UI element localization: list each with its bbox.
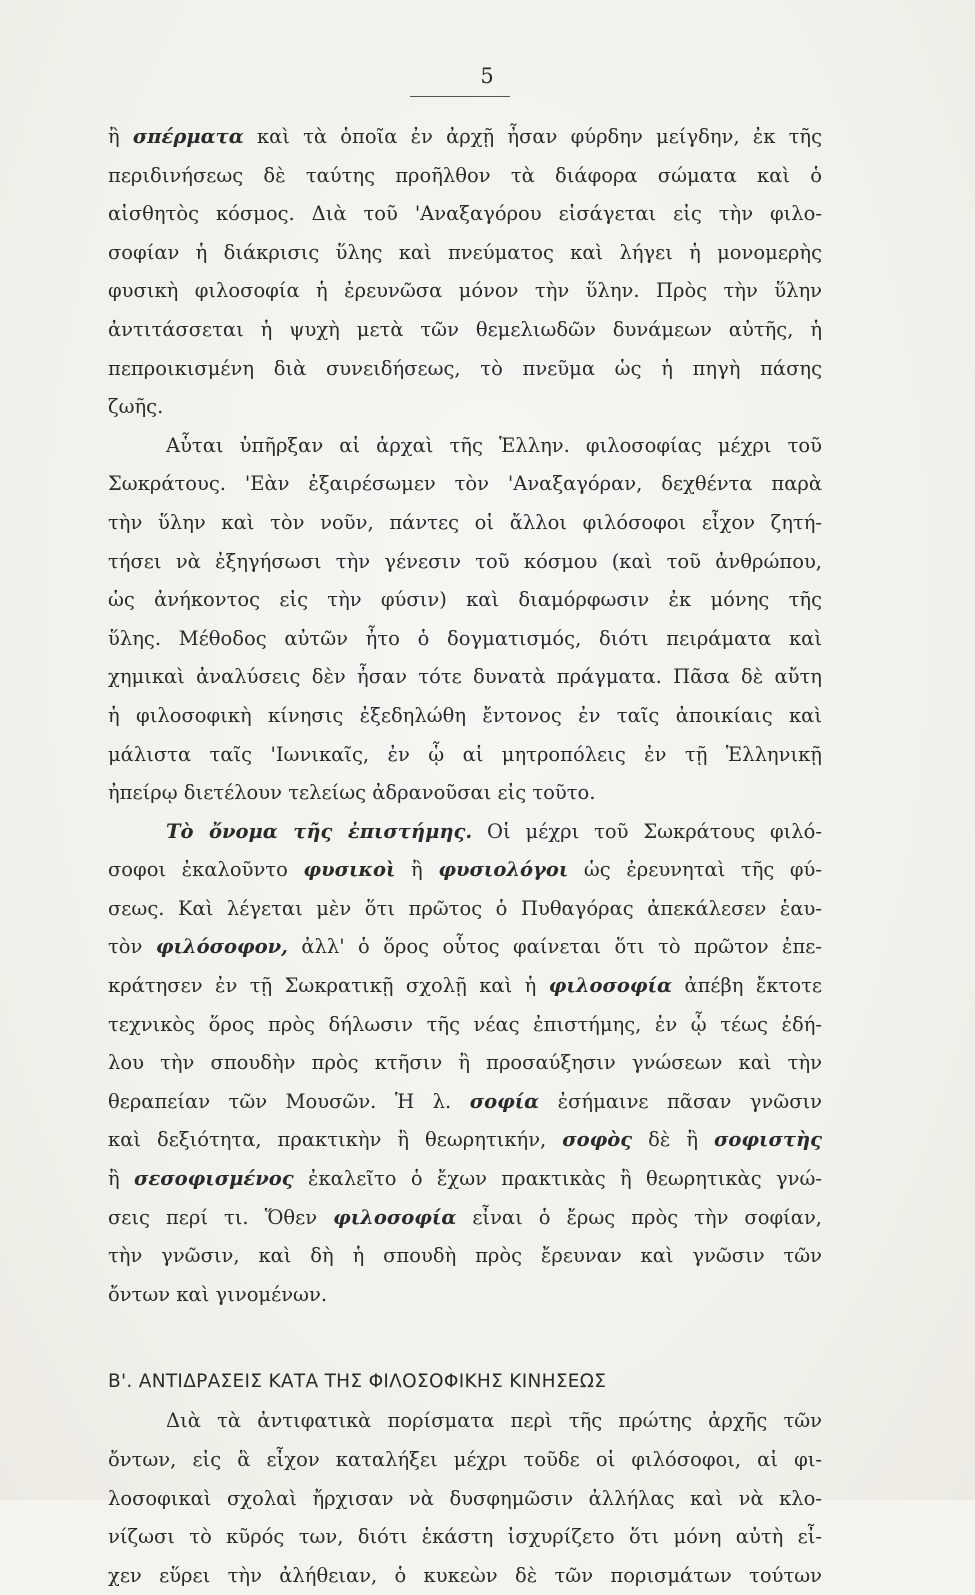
text-line: [108, 697, 822, 736]
text-line: [108, 1402, 822, 1441]
text-run: ὕλης. Μέθοδος αὐτῶν ἦτο ὁ δογματισμός, διότι πειράματα καὶ: [108, 626, 822, 650]
emphasized-term: Τὸ ὄνομα τῆς ἐπιστήμης.: [166, 819, 473, 843]
text-run: θεραπείαν τῶν Μουσῶν. Ἡ λ.: [108, 1089, 470, 1113]
emphasized-term: φιλοσοφία: [548, 974, 673, 998]
text-run: λου τὴν σπουδὴν πρὸς κτῆσιν ἢ προσαύξησιν γνώσεων καὶ τὴν: [108, 1051, 822, 1075]
text-run: ζωῆς.: [108, 395, 164, 419]
text-line: [108, 813, 822, 852]
text-run: περιδινήσεως δὲ ταύτης προῆλθον τὰ διάφορα σώματα καὶ ὁ: [108, 163, 822, 187]
text-line: [108, 658, 822, 697]
text-run: Οἱ μέχρι τοῦ Σωκράτους φιλό-: [472, 819, 822, 843]
text-run: ἢ: [395, 858, 439, 882]
text-line: [108, 543, 822, 582]
text-run: ἢ: [108, 1167, 135, 1191]
paragraph-3: [108, 813, 822, 1315]
text-line: [108, 1083, 822, 1122]
text-run: πεπροικισμένη διὰ συνειδήσεως, τὸ πνεῦμα ὡς ἡ πηγὴ πάσης: [108, 356, 822, 380]
text-line: [108, 1121, 822, 1160]
emphasized-term: σεσοφισμένος: [134, 1167, 294, 1191]
page-number: 5: [480, 64, 495, 88]
text-line: [108, 851, 822, 890]
text-run: χημικαὶ ἀναλύσεις δὲν ἦσαν τότε δυνατὰ πράγματα. Πᾶσα δὲ αὔτη: [108, 665, 822, 689]
text-run: λοσοφικαὶ σχολαὶ ἤρχισαν νὰ δυσφημῶσιν ἀλλήλας καὶ νὰ κλο-: [108, 1486, 822, 1510]
text-line: [108, 1276, 822, 1315]
emphasized-term: φιλόσοφον,: [155, 935, 288, 959]
text-line: [108, 118, 822, 157]
text-line: [108, 736, 822, 775]
text-line: [108, 234, 822, 273]
text-run: ἐσήμαινε πᾶσαν γνῶσιν: [539, 1089, 822, 1113]
text-line: [108, 350, 822, 389]
text-run: μάλιστα ταῖς 'Ιωνικαῖς, ἐν ᾧ αἱ μητροπόλεις ἐν τῇ Ἑλληνικῇ: [108, 742, 822, 766]
text-line: [108, 1006, 822, 1045]
text-run: φυσικὴ φιλοσοφία ἡ ἐρευνῶσα μόνον τὴν ὕλην. Πρὸς τὴν ὕλην: [108, 279, 822, 303]
emphasized-term: σοφὸς: [562, 1128, 633, 1152]
text-line: [108, 1518, 822, 1557]
text-run: σοφίαν ἡ διάκρισις ὕλης καὶ πνεύματος καὶ λήγει ἡ μονομερὴς: [108, 240, 822, 264]
text-run: καὶ δεξιότητα, πρακτικὴν ἢ θεωρητικήν,: [108, 1128, 563, 1152]
text-run: ὄντων, εἰς ἃ εἶχον καταλήξει μέχρι τοῦδε οἱ φιλόσοφοι, αἱ φι-: [108, 1448, 822, 1471]
paragraph-2: [108, 427, 822, 813]
text-run: χεν εὕρει τὴν ἀλήθειαν, ὁ κυκεὼν δὲ τῶν πορισμάτων τούτων: [108, 1563, 822, 1587]
text-run: ἢ: [108, 125, 133, 148]
text-run: ἀπέβη ἔκτοτε: [672, 974, 822, 998]
text-run: τὸν: [108, 935, 156, 959]
text-run: σοφοι ἐκαλοῦντο: [108, 858, 304, 882]
emphasized-term: φυσικοὶ: [303, 858, 396, 882]
text-run: τεχνικὸς ὅρος πρὸς δήλωσιν τῆς νέας ἐπιστήμης, ἐν ᾧ τέως ἐδή-: [108, 1012, 822, 1036]
text-run: σεις περί τι. Ὅθεν: [108, 1205, 334, 1229]
text-line: [108, 465, 822, 504]
paragraph-1: [108, 118, 822, 427]
text-line: [108, 620, 822, 659]
text-line: [108, 1557, 822, 1595]
text-run: καὶ τὰ ὁποῖα ἐν ἀρχῇ ἦσαν φύρδην μείγδην, ἐκ τῆς: [243, 125, 822, 148]
text-run: ἠπείρῳ διετέλουν τελείως ἀδρανοῦσαι εἰς τοῦτο.: [108, 781, 596, 805]
text-run: νίζωσι τὸ κῦρός των, διότι ἑκάστη ἰσχυρίζετο ὅτι μόνη αὐτὴ εἶ-: [108, 1525, 822, 1549]
text-line: [108, 195, 822, 234]
emphasized-term: φιλοσοφία: [333, 1205, 457, 1229]
text-run: αἰσθητὸς κόσμος. Διὰ τοῦ 'Αναξαγόρου εἰσάγεται εἰς τὴν φιλο-: [108, 202, 822, 226]
page-number-rule: [410, 96, 510, 97]
text-line: [108, 1441, 822, 1480]
text-run: Σωκράτους. 'Εὰν ἐξαιρέσωμεν τὸν 'Αναξαγόραν, δεχθέντα παρὰ: [108, 472, 822, 496]
emphasized-term: σοφία: [469, 1089, 540, 1113]
text-run: Διὰ τὰ ἀντιφατικὰ πορίσματα περὶ τῆς πρώτης ἀρχῆς τῶν: [166, 1409, 822, 1433]
text-run: ἐκαλεῖτο ὁ ἔχων πρακτικὰς ἢ θεωρητικὰς γνώ-: [293, 1167, 822, 1191]
emphasized-term: σπέρματα: [132, 125, 244, 148]
text-run: τὴν γνῶσιν, καὶ δὴ ἡ σπουδὴ πρὸς ἔρευναν καὶ γνῶσιν τῶν: [108, 1244, 822, 1268]
text-run: σεως. Καὶ λέγεται μὲν ὅτι πρῶτος ὁ Πυθαγόρας ἀπεκάλεσεν ἑαυ-: [108, 896, 822, 920]
text-run: δὲ ἢ: [632, 1128, 714, 1152]
text-run: εἶναι ὁ ἔρως πρὸς τὴν σοφίαν,: [456, 1205, 822, 1229]
text-run: ἡ φιλοσοφικὴ κίνησις ἐξεδηλώθη ἔντονος ἐν ταῖς ἀποικίαις καὶ: [108, 703, 822, 727]
text-run: τήσει νὰ ἐξηγήσωσι τὴν γένεσιν τοῦ κόσμου (καὶ τοῦ ἀνθρώπου,: [108, 549, 822, 573]
text-run: Αὗται ὑπῆρξαν αἱ ἀρχαὶ τῆς Ἑλλην. φιλοσοφίας μέχρι τοῦ: [166, 433, 822, 457]
text-run: ὡς ἀνήκοντος εἰς τὴν φύσιν) καὶ διαμόρφωσιν ἐκ μόνης τῆς: [108, 588, 822, 612]
text-line: [108, 388, 822, 427]
text-run: ἀλλ' ὁ ὅρος οὗτος φαίνεται ὅτι τὸ πρῶτον ἐπε-: [287, 935, 822, 959]
text-line: [108, 1480, 822, 1519]
text-line: [108, 774, 822, 813]
section-heading: Β'. ΑΝΤΙΔΡΑΣΕΙΣ ΚΑΤΑ ΤΗΣ ΦΙΛΟΣΟΦΙΚΗΣ ΚΙΝΗΣΕΩΣ: [108, 1371, 607, 1393]
emphasized-term: σοφιστὴς: [714, 1128, 822, 1152]
text-run: κράτησεν ἐν τῇ Σωκρατικῇ σχολῇ καὶ ἡ: [108, 974, 549, 998]
text-line: [108, 581, 822, 620]
text-run: ὡς ἐρευνηταὶ τῆς φύ-: [568, 858, 822, 882]
text-line: [108, 1237, 822, 1276]
text-line: [108, 928, 822, 967]
text-line: [108, 1199, 822, 1238]
text-run: τὴν ὕλην καὶ τὸν νοῦν, πάντες οἱ ἄλλοι φιλόσοφοι εἶχον ζητή-: [108, 510, 822, 534]
section-gap: [108, 1314, 822, 1362]
text-line: [108, 311, 822, 350]
emphasized-term: φυσιολόγοι: [438, 858, 569, 882]
text-line: [108, 504, 822, 543]
text-line: [108, 1160, 822, 1199]
text-line: [108, 1044, 822, 1083]
text-line: [108, 272, 822, 311]
text-run: ὄντων καὶ γινομένων.: [108, 1282, 328, 1306]
paragraph-4: [108, 1402, 822, 1595]
body-text: [108, 118, 822, 1595]
text-line: [108, 157, 822, 196]
text-line: [108, 427, 822, 466]
text-run: ἀντιτάσσεται ἡ ψυχὴ μετὰ τῶν θεμελιωδῶν δυνάμεων αὐτῆς, ἡ: [108, 317, 822, 341]
text-line: [108, 890, 822, 929]
text-line: [108, 967, 822, 1006]
